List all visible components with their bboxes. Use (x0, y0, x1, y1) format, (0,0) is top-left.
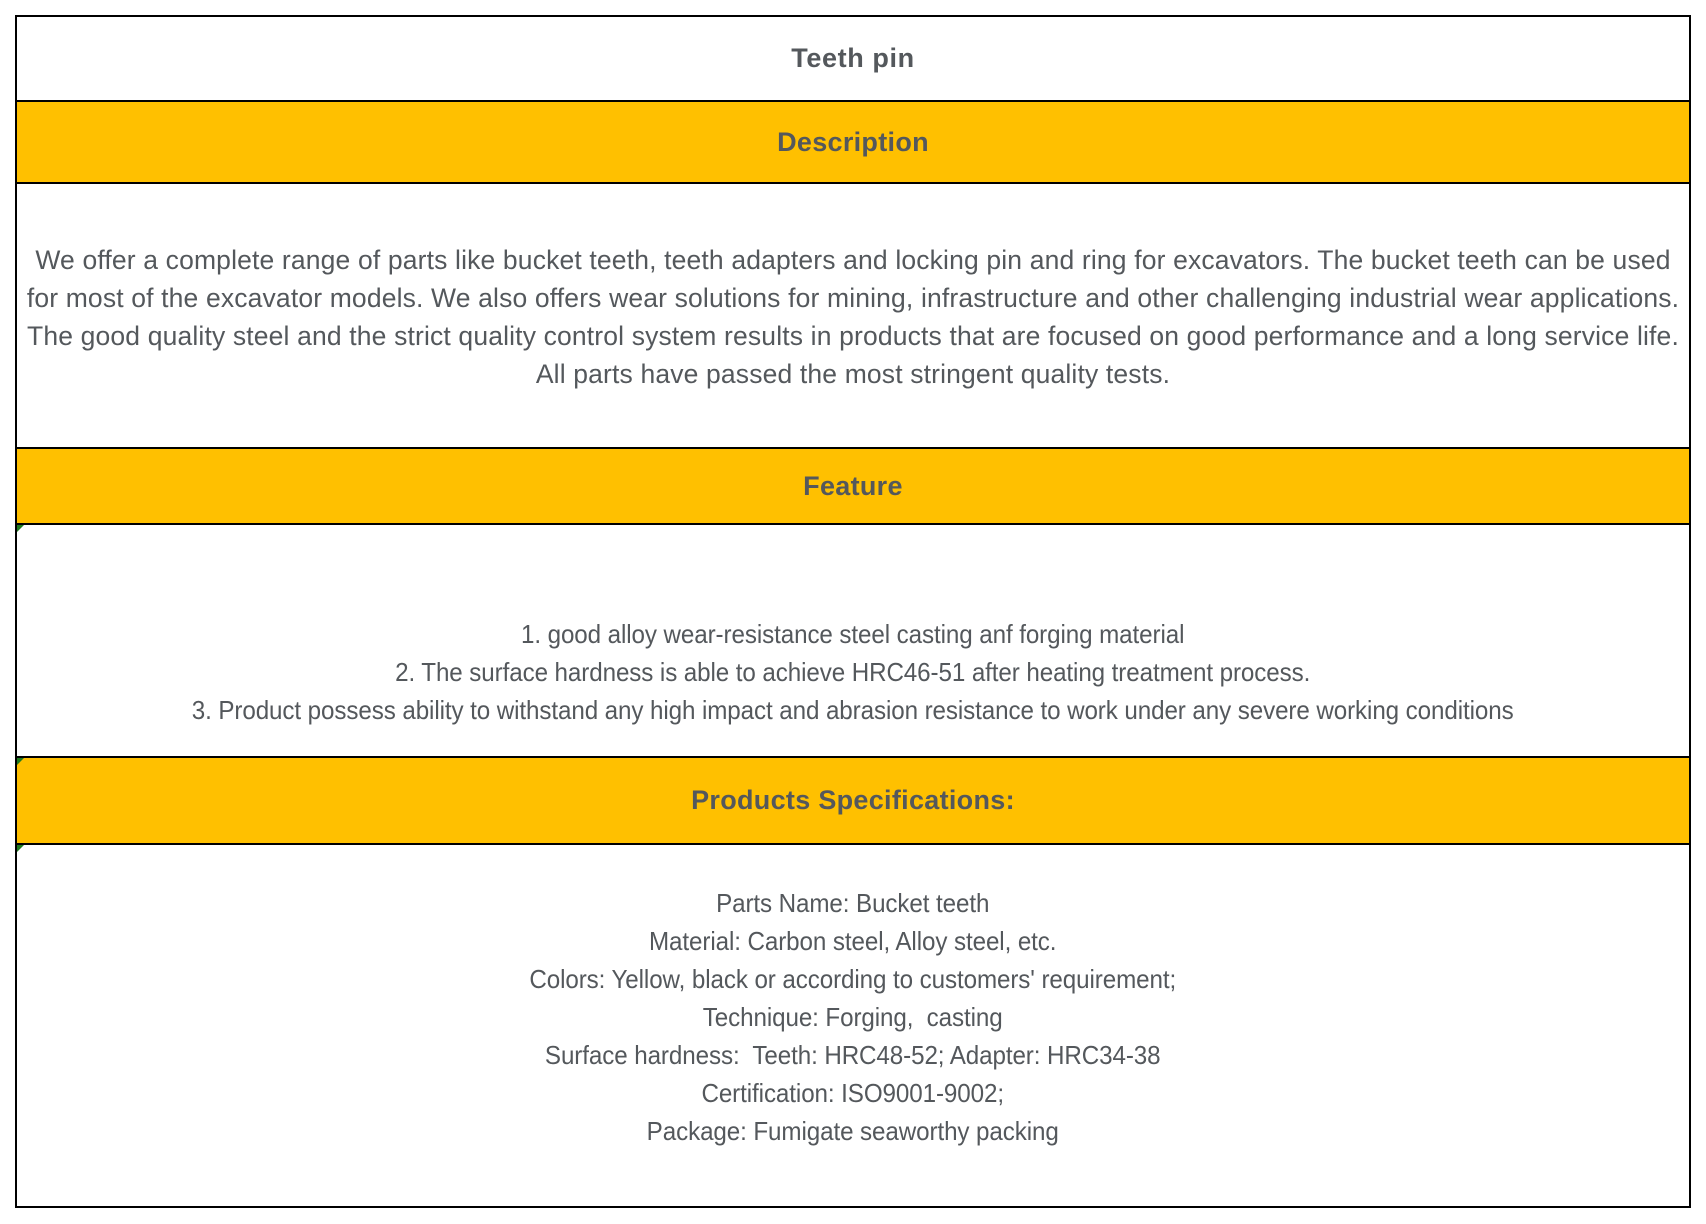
spec-item: Parts Name: Bucket teeth (716, 888, 990, 918)
spec-item: Colors: Yellow, black or according to customers' requirement; (529, 964, 1177, 994)
title-row (17, 17, 1689, 100)
description-text: We offer a complete range of parts like bucket teeth, teeth adapters and locking pin and ring for excavators. The bucket teeth can be used for most of the excavator models. We also offers wear solutions for mining, infrastructure and other challenging industrial wear applications. The good quality steel and the strict quality control system results in products that are focused on good performance and a long service life. All parts have passed the most stringent quality tests. (26, 244, 1680, 389)
specifications-header-row (17, 756, 1689, 843)
feature-item: 2. The surface hardness is able to achieve HRC46-51 after heating treatment process. (395, 656, 1311, 687)
spec-item: Certification: ISO9001-9002; (701, 1078, 1005, 1108)
feature-heading: Feature (803, 470, 903, 501)
feature-body-row (17, 523, 1689, 756)
page-title: Teeth pin (791, 43, 915, 73)
description-body-row (17, 182, 1689, 447)
error-indicator-icon (17, 758, 24, 765)
error-indicator-icon (17, 845, 24, 852)
error-indicator-icon (17, 525, 24, 532)
feature-header-row (17, 447, 1689, 523)
feature-item: 1. good alloy wear-resistance steel casting anf forging material (521, 618, 1185, 649)
specifications-list (530, 884, 1177, 1150)
spec-item: Material: Carbon steel, Alloy steel, etc. (649, 926, 1057, 956)
specifications-body-row (17, 843, 1689, 1205)
specifications-heading: Products Specifications: (691, 785, 1015, 815)
feature-item: 3. Product possess ability to withstand any high impact and abrasion resistance to work under any severe working conditions (192, 694, 1514, 725)
description-heading: Description (777, 126, 929, 157)
spec-item: Technique: Forging, casting (703, 1002, 1003, 1032)
description-header-row (17, 100, 1689, 182)
feature-list (192, 615, 1514, 729)
product-sheet-table (15, 15, 1691, 1208)
spec-item: Surface hardness: Teeth: HRC48-52; Adapter: HRC34-38 (545, 1040, 1161, 1070)
spec-item: Package: Fumigate seaworthy packing (646, 1116, 1060, 1146)
